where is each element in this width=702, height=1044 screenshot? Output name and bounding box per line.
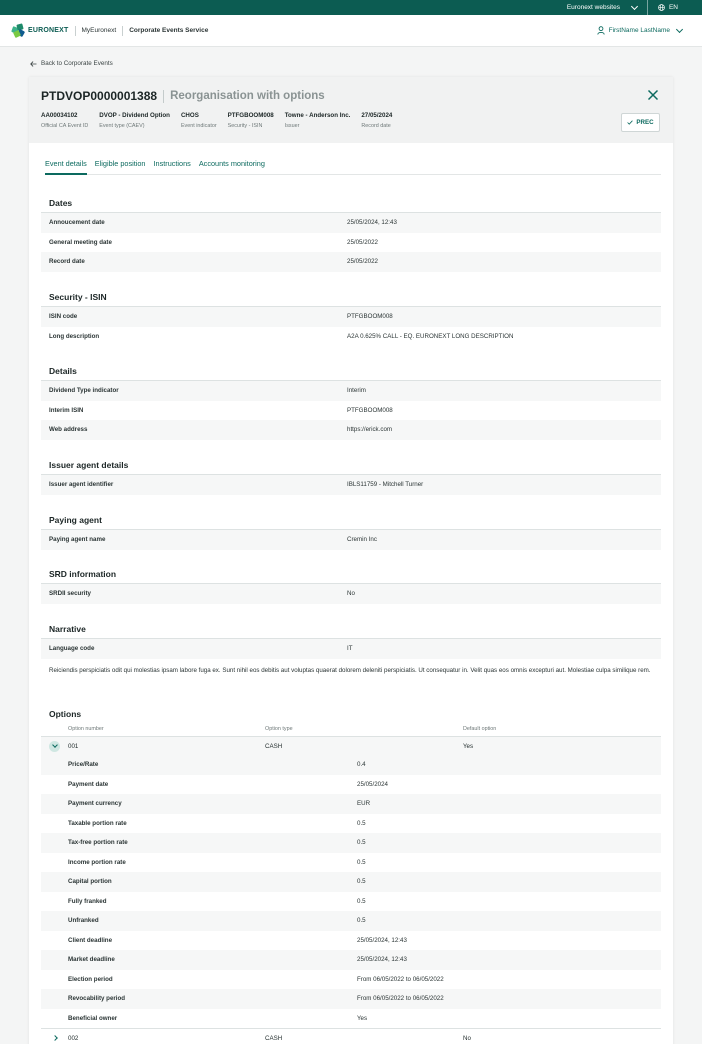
col-option-type: Option type [265, 726, 293, 732]
key-value-list [41, 380, 661, 440]
collapse-toggle[interactable] [49, 741, 60, 752]
section-narrative [41, 624, 661, 676]
list-item: Payment currency EUR [41, 794, 661, 814]
meta-item: CHOS Event indicator [180, 112, 217, 129]
divider [122, 26, 123, 36]
meta-item: PTFGBOOM008 Security - ISIN [227, 112, 274, 129]
options-table-header [41, 722, 661, 736]
user-menu[interactable] [597, 26, 682, 35]
list-item: Paying agent name Cremin Inc [41, 530, 661, 550]
divider [163, 90, 164, 103]
euronext-websites-label: Euronext websites [566, 4, 620, 11]
list-item: SRDII security No [41, 584, 661, 604]
key-value-list [41, 474, 661, 495]
narrative-text: Reiciendis perspiciatis odit qui molestias ipsam labore fuga ex. Sunt nihil eos debitis aut voluptas quaerat dolorem deleniti perspiciatis. Ut consequatur in. Velit quas eos omnis excepturi aut. Molestiae culpa similique rem. [49, 666, 651, 674]
language-selector[interactable] [648, 0, 688, 15]
chevron-down-icon [676, 25, 683, 32]
tab-event-details[interactable]: Event details [45, 159, 87, 175]
list-item: Web address https://erick.com [41, 420, 661, 440]
list-item: ISIN code PTFGBOOM008 [41, 307, 661, 327]
section-issuer-agent [41, 460, 661, 495]
list-item: Client deadline 25/05/2024, 12:43 [41, 931, 661, 951]
list-item: Capital portion 0.5 [41, 872, 661, 892]
table-row[interactable]: 001 CASH Yes [41, 736, 661, 755]
section-title: Dates [49, 198, 73, 208]
globe-icon [658, 4, 665, 11]
key-value-list [41, 529, 661, 550]
list-item: Issuer agent identifier IBLS11759 - Mitchell Turner [41, 475, 661, 495]
close-icon[interactable] [647, 89, 659, 101]
event-id: PTDVOP0000001388 [41, 89, 158, 103]
user-name: FirstName LastName [608, 27, 670, 34]
list-item: Beneficial owner Yes [41, 1009, 661, 1029]
list-item: Long description A2A 0.625% CALL - EQ. EURONEXT LONG DESCRIPTION [49, 332, 514, 340]
list-item: Election period From 06/05/2022 to 06/05/2022 [41, 970, 661, 990]
list-item: Payment date 25/05/2024 [41, 775, 661, 795]
event-header [29, 77, 673, 143]
back-to-corporate-events-link[interactable] [30, 60, 113, 67]
euronext-logo[interactable] [12, 24, 69, 37]
divider [75, 26, 76, 36]
status-badge[interactable] [621, 113, 660, 132]
list-item: Dividend Type indicator Interim [41, 381, 661, 401]
meta-item: AA00034102 Official CA Event ID [41, 112, 89, 129]
service-title[interactable]: Corporate Events Service [129, 27, 209, 34]
logo-text: EURONEXT [28, 27, 69, 34]
event-title: Reorganisation with options [170, 90, 325, 102]
my-euronext-link[interactable]: MyEuronext [81, 27, 117, 34]
arrow-left-icon [30, 61, 37, 67]
key-value-list [41, 212, 661, 272]
section-title: Security - ISIN [49, 292, 107, 302]
list-item: Market deadline 25/05/2024, 12:43 [41, 950, 661, 970]
meta-item: DVOP - Dividend Option Event type (CAEV) [99, 112, 170, 129]
list-item: Annoucement date 25/05/2024, 12:43 [41, 213, 661, 233]
section-dates [41, 198, 661, 272]
table-row[interactable]: 002 CASH No [41, 1028, 661, 1044]
col-default-option: Default option [463, 726, 497, 732]
section-details [41, 366, 661, 440]
section-srd-information [41, 569, 661, 604]
list-item: General meeting date 25/05/2022 [49, 238, 378, 246]
status-badge-label: PREC [636, 119, 654, 126]
web-address-link[interactable]: https://erick.com [347, 426, 393, 434]
section-title: Options [49, 709, 82, 719]
section-title: Paying agent [49, 515, 102, 525]
tab-eligible-position[interactable]: Eligible position [94, 159, 146, 168]
list-item: Tax-free portion rate 0.5 [41, 833, 661, 853]
list-item: Fully franked 0.5 [41, 892, 661, 912]
section-title: Issuer agent details [49, 460, 129, 470]
section-title: SRD information [49, 569, 117, 579]
section-options [41, 709, 661, 1044]
section-title: Narrative [49, 624, 86, 634]
user-icon [597, 26, 605, 35]
event-meta [41, 112, 661, 129]
list-item: Revocability period From 06/05/2022 to 06/05/2022 [41, 989, 661, 1009]
euronext-logo-icon [12, 24, 25, 37]
tab-bar [45, 159, 661, 175]
list-item: Taxable portion rate 0.5 [41, 814, 661, 834]
list-item: Language code IT [41, 639, 661, 659]
section-paying-agent [41, 515, 661, 550]
language-label: EN [668, 4, 678, 11]
tab-accounts-monitoring[interactable]: Accounts monitoring [198, 159, 265, 168]
back-link-label: Back to Corporate Events [41, 60, 113, 67]
key-value-list [41, 638, 661, 659]
meta-item: 27/05/2024 Record date [361, 112, 393, 129]
section-security-isin [41, 292, 661, 346]
list-item: Interim ISIN PTFGBOOM008 [49, 406, 393, 414]
check-icon [627, 120, 633, 125]
chevron-down-icon [52, 742, 58, 748]
event-card [29, 77, 673, 1044]
list-item: Record date 25/05/2022 [41, 252, 661, 272]
section-title: Details [49, 366, 77, 376]
chevron-down-icon [631, 2, 638, 9]
tab-instructions[interactable]: Instructions [153, 159, 191, 168]
list-item: Income portion rate 0.5 [41, 853, 661, 873]
col-option-number: Option number [68, 726, 104, 732]
app-header [0, 15, 702, 47]
option-details [41, 755, 661, 1028]
list-item: Unfranked 0.5 [41, 911, 661, 931]
meta-item: Towne - Anderson Inc. Issuer [284, 112, 351, 129]
key-value-list [41, 583, 661, 604]
euronext-websites-menu[interactable] [557, 0, 647, 15]
list-item: Price/Rate 0.4 [41, 755, 661, 775]
key-value-list [41, 306, 661, 346]
top-bar [0, 0, 702, 15]
chevron-right-icon[interactable] [52, 1035, 58, 1041]
